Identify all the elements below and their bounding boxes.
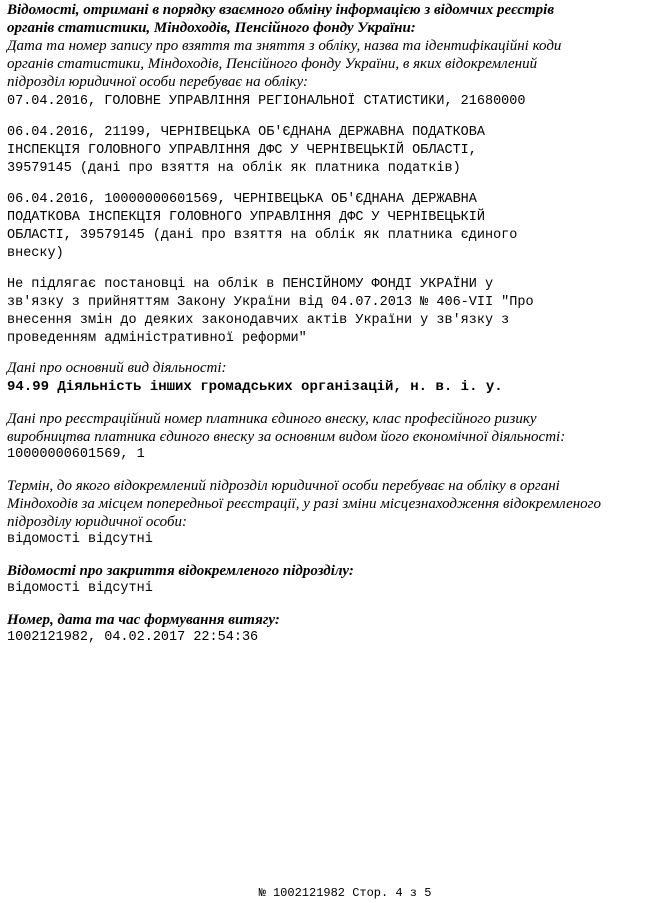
registration-record-tax: 06.04.2016, 21199, ЧЕРНІВЕЦЬКА ОБ'ЄДНАНА ДЕРЖАВНА ПОДАТКОВА ІНСПЕКЦІЯ ГОЛОВНОГО УПРАВЛІННЯ ДФС У ЧЕРНІВЕЦЬКІЙ ОБЛАСТІ, 39579145 (дані про взяття на облік як платника податків) — [7, 125, 485, 176]
registration-record-contribution: 06.04.2016, 10000000601569, ЧЕРНІВЕЦЬКА ОБ'ЄДНАНА ДЕРЖАВНА ПОДАТКОВА ІНСПЕКЦІЯ ГОЛОВНОГО УПРАВЛІННЯ ДФС У ЧЕРНІВЕЦЬКІЙ ОБЛАСТІ, 39579145 (дані про взяття на облік як платника єдиного внеску) — [7, 192, 518, 261]
exchange-heading: Відомості, отримані в порядку взаємного обміну інформацією з відомчих реєстрів органів статистики, Міндоходів, Пенсійного фонду України: — [7, 2, 555, 36]
closure-label: Відомості про закриття відокремленого підрозділу: — [7, 563, 354, 579]
extract-value: 1002121982, 04.02.2017 22:54:36 — [7, 630, 259, 645]
activity-label: Дані про основний вид діяльності: — [7, 360, 227, 376]
document-page — [7, 0, 647, 647]
extract-label: Номер, дата та час формування витягу: — [7, 612, 280, 628]
contribution-value: 10000000601569, 1 — [7, 447, 145, 462]
exchange-subheading: Дата та номер запису про взяття та зняття з обліку, назва та ідентифікаційні коди органів статистики, Міндоходів, Пенсійного фонду України, в яких відокремлений підрозділ юридичної особи перебуває на обліку: — [7, 38, 562, 90]
registration-record-statistics: 07.04.2016, ГОЛОВНЕ УПРАВЛІННЯ РЕГІОНАЛЬНОЇ СТАТИСТИКИ, 21680000 — [7, 94, 526, 109]
page-footer: № 1002121982 Стор. 4 з 5 — [258, 886, 432, 900]
registration-record-pension: Не підлягає постановці на облік в ПЕНСІЙНОМУ ФОНДІ УКРАЇНИ у зв'язку з прийняттям Закону України від 04.07.2013 № 406-VII "Про внесення змін до деяких законодавчих актів України у зв'язку з проведенням адміністративної реформи" — [7, 277, 534, 346]
activity-value: 94.99 Діяльність інших громадських організацій, н. в. і. у. — [7, 379, 503, 395]
term-value: відомості відсутні — [7, 532, 153, 547]
contribution-label: Дані про реєстраційний номер платника єдиного внеску, клас професійного ризику виробництва платника єдиного внеску за основним видом його економічної діяльності: — [7, 411, 566, 445]
closure-value: відомості відсутні — [7, 581, 153, 596]
term-label: Термін, до якого відокремлений підрозділ юридичної особи перебуває на обліку в органі Міндоходів за місцем попередньої реєстрації, у разі зміни місцезнаходження відокремленого підрозділу юридичної особи: — [7, 478, 602, 530]
